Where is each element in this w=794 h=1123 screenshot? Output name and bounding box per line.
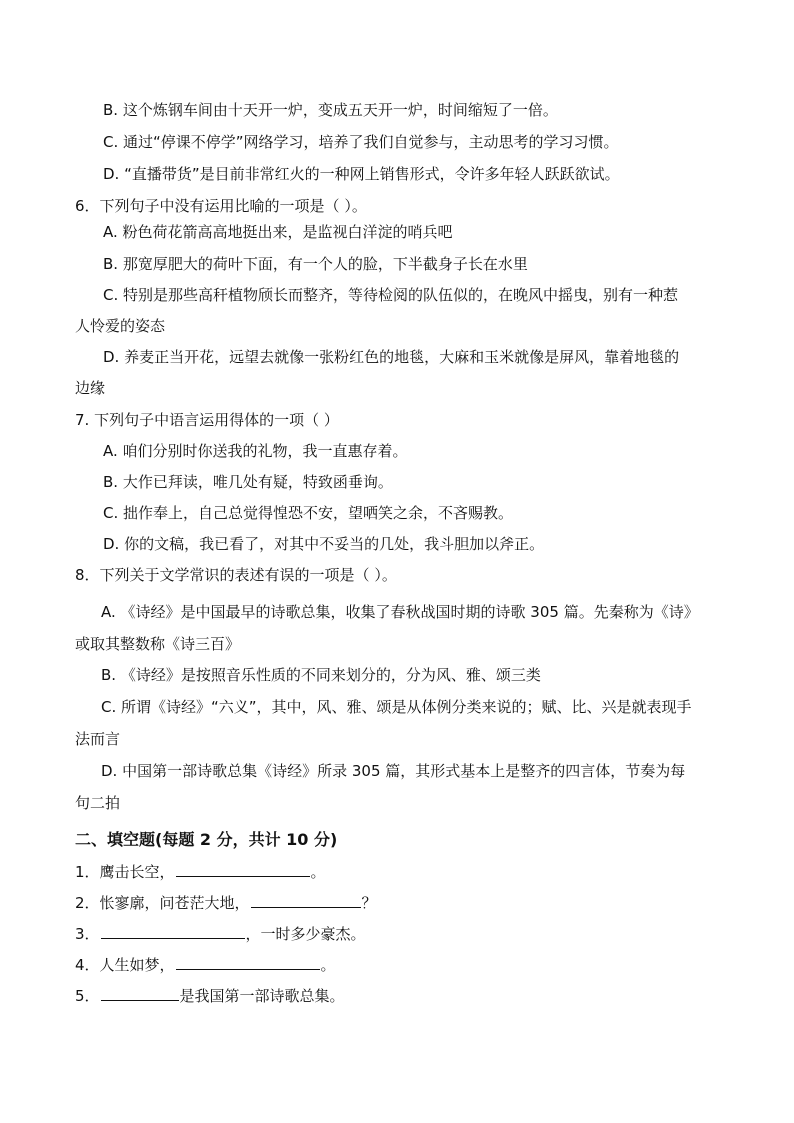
q6-option-b: B. 那宽厚肥大的荷叶下面，有一个人的脸，下半截身子长在水里 — [103, 255, 528, 273]
q6-option-c-line2: 人怜爱的姿态 — [75, 317, 166, 335]
fill-blank-1-prefix: 1．鹰击长空， — [75, 863, 175, 881]
fill-blank-3-suffix: ，一时多少豪杰。 — [245, 925, 366, 943]
q6-option-d-line2: 边缘 — [75, 379, 106, 397]
q5-option-c: C. 通过“停课不停学”网络学习，培养了我们自觉参与，主动思考的学习习惯。 — [103, 133, 619, 151]
fill-blank-4-prefix: 4．人生如梦， — [75, 956, 175, 974]
fill-blank-3-prefix: 3． — [75, 925, 100, 943]
q8-option-d-line1: D. 中国第一部诗歌总集《诗经》所录 305 篇，其形式基本上是整齐的四言体，节奏为每 — [101, 762, 686, 780]
q8-stem: 8．下列关于文学常识的表述有误的一项是（ ）。 — [75, 566, 397, 584]
q8-option-d-line2: 句二拍 — [75, 794, 121, 812]
q8-option-c-line2: 法而言 — [75, 730, 121, 748]
q7-option-d: D. 你的文稿，我已看了，对其中不妥当的几处，我斗胆加以斧正。 — [103, 535, 545, 553]
fill-blank-5-suffix: 是我国第一部诗歌总集。 — [179, 987, 345, 1005]
fill-blank-5-prefix: 5． — [75, 987, 100, 1005]
q8-option-a-line2: 或取其整数称《诗三百》 — [75, 635, 241, 653]
fill-blank-4-suffix: 。 — [320, 956, 336, 974]
q5-option-b: B. 这个炼钢车间由十天开一炉，变成五天开一炉，时间缩短了一倍。 — [103, 101, 558, 119]
q8-option-c-line1: C. 所谓《诗经》“六义”，其中，风、雅、颂是从体例分类来说的；赋、比、兴是就表现手 — [101, 698, 692, 716]
q6-option-d-line1: D. 养麦正当开花，远望去就像一张粉红色的地毯，大麻和玉米就像是屏风，靠着地毯的 — [103, 348, 680, 366]
section-heading-fill-blank: 二、填空题(每题 2 分，共计 10 分) — [75, 830, 338, 849]
fill-blank-2 — [75, 893, 377, 913]
fill-blank-3 — [75, 924, 366, 944]
fill-blank-1-line[interactable] — [176, 862, 310, 877]
fill-blank-5-line[interactable] — [101, 986, 179, 1001]
q6-option-a: A. 粉色荷花箭高高地挺出来，是监视白洋淀的哨兵吧 — [103, 223, 453, 241]
q7-option-b: B. 大作已拜读，唯几处有疑，特致函垂询。 — [103, 473, 393, 491]
q7-stem: 7. 下列句子中语言运用得体的一项（ ） — [75, 411, 339, 429]
q8-option-b: B. 《诗经》是按照音乐性质的不同来划分的，分为风、雅、颂三类 — [101, 666, 541, 684]
fill-blank-3-line[interactable] — [101, 924, 245, 939]
q6-stem: 6．下列句子中没有运用比喻的一项是（ ）。 — [75, 197, 367, 215]
fill-blank-1-suffix: 。 — [310, 863, 326, 881]
fill-blank-2-suffix: ？ — [361, 894, 377, 912]
q8-option-a-line1: A. 《诗经》是中国最早的诗歌总集，收集了春秋战国时期的诗歌 305 篇。先秦称为《诗》 — [101, 603, 699, 621]
fill-blank-2-line[interactable] — [251, 893, 361, 908]
q5-option-d: D. “直播带货”是目前非常红火的一种网上销售形式，令许多年轻人跃跃欲试。 — [103, 165, 620, 183]
fill-blank-4-line[interactable] — [176, 955, 320, 970]
q7-option-c: C. 拙作奉上，自己总觉得惶恐不安，望哂笑之余，不吝赐教。 — [103, 504, 514, 522]
q7-option-a: A. 咱们分别时你送我的礼物，我一直惠存着。 — [103, 442, 408, 460]
fill-blank-2-prefix: 2．怅寥廓，问苍茫大地， — [75, 894, 250, 912]
fill-blank-4 — [75, 955, 336, 975]
q6-option-c-line1: C. 特别是那些高秆植物颀长而整齐，等待检阅的队伍似的，在晚风中摇曳，别有一种惹 — [103, 286, 679, 304]
fill-blank-5 — [75, 986, 345, 1006]
fill-blank-1 — [75, 862, 326, 882]
